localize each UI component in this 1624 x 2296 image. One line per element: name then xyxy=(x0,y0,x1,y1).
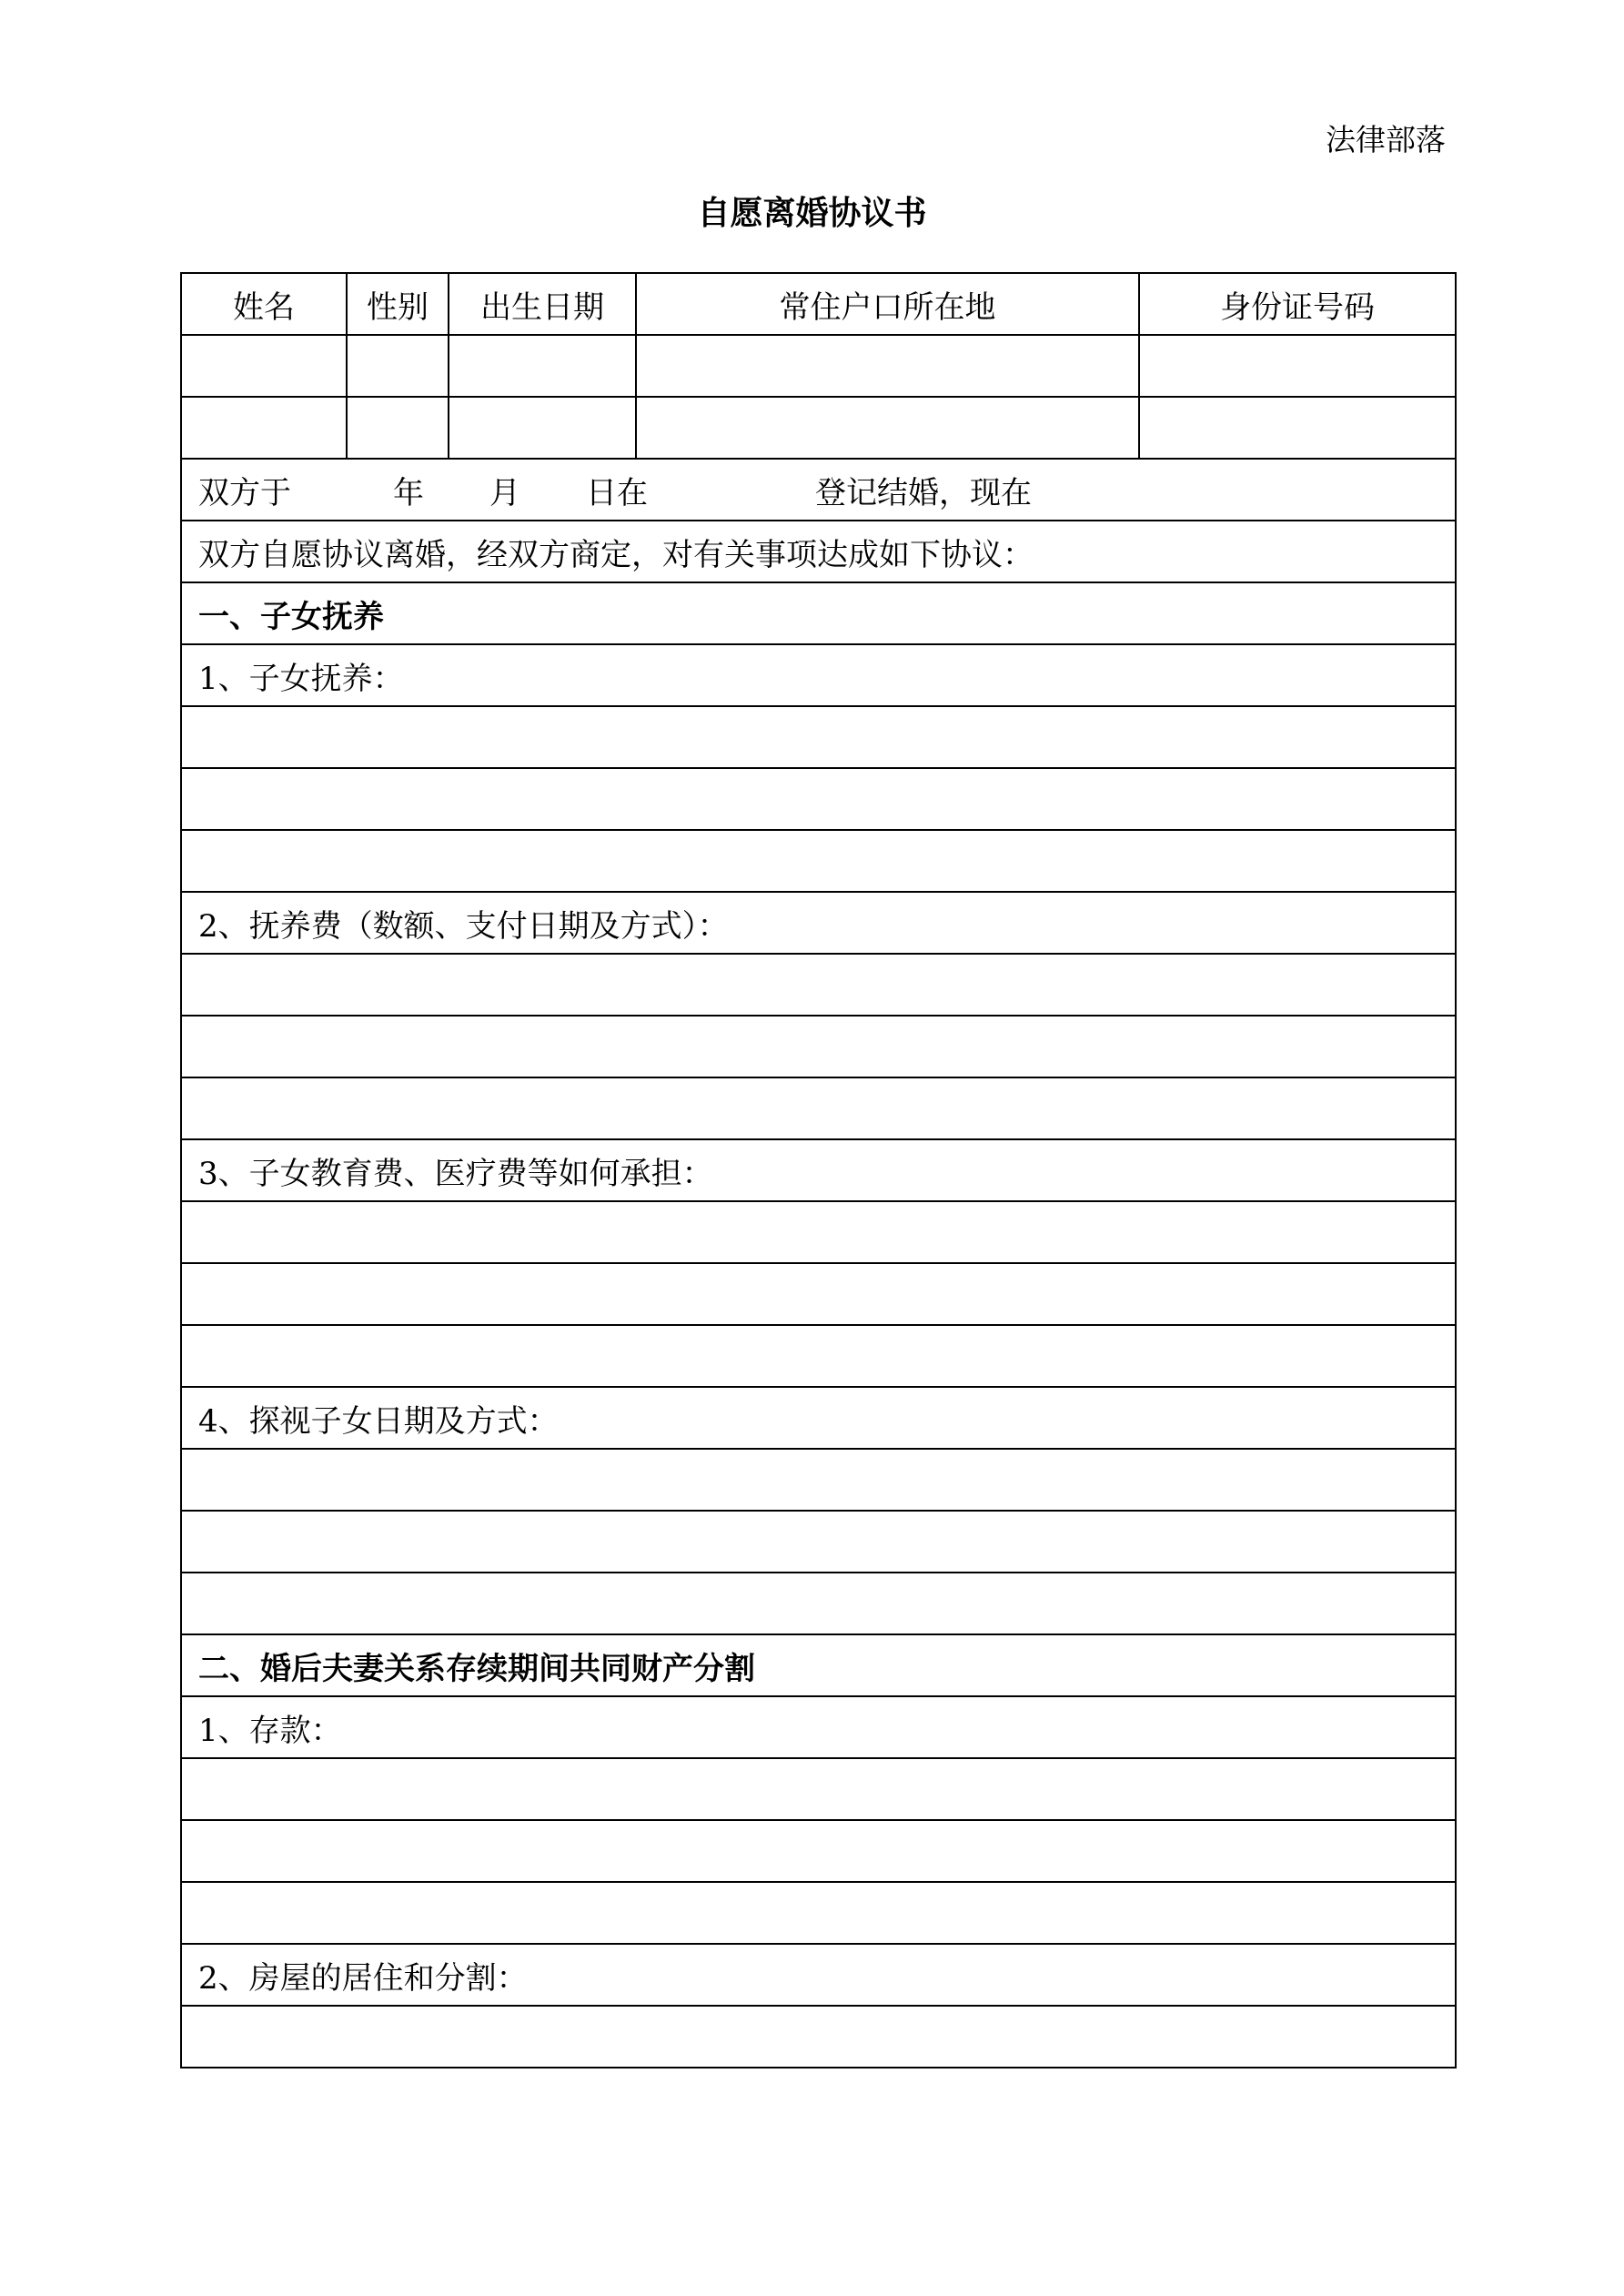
registration-prefix: 双方于 xyxy=(198,474,291,511)
blank-entry-row xyxy=(181,1325,1456,1387)
section-heading-row xyxy=(181,1634,1456,1696)
party1-birthdate-field[interactable] xyxy=(449,335,636,397)
column-header-residence: 常住户口所在地 xyxy=(636,273,1139,335)
child-support-line-3[interactable] xyxy=(181,1077,1456,1139)
item-label-row xyxy=(181,1944,1456,2006)
savings-line-2[interactable] xyxy=(181,1820,1456,1882)
blank-entry-row xyxy=(181,1758,1456,1820)
party2-gender-field[interactable] xyxy=(347,397,449,459)
child-custody-line-3[interactable] xyxy=(181,830,1456,892)
education-medical-line-2[interactable] xyxy=(181,1263,1456,1325)
blank-entry-row xyxy=(181,954,1456,1016)
visitation-line-3[interactable] xyxy=(181,1573,1456,1634)
party1-gender-field[interactable] xyxy=(347,335,449,397)
housing-line-1[interactable] xyxy=(181,2006,1456,2068)
party2-id-field[interactable] xyxy=(1139,397,1456,459)
section1-heading: 一、子女抚养 xyxy=(181,582,1456,644)
party-row-2 xyxy=(181,397,1456,459)
column-header-gender: 性别 xyxy=(347,273,449,335)
party1-id-field[interactable] xyxy=(1139,335,1456,397)
item-visitation-label: 4、探视子女日期及方式： xyxy=(181,1387,1456,1449)
item-savings-label: 1、存款： xyxy=(181,1696,1456,1758)
blank-entry-row xyxy=(181,1263,1456,1325)
document-title: 自愿离婚协议书 xyxy=(697,195,927,232)
section2-heading: 二、婚后夫妻关系存续期间共同财产分割 xyxy=(181,1634,1456,1696)
item-label-row xyxy=(181,644,1456,706)
party2-residence-field[interactable] xyxy=(636,397,1139,459)
statement-row xyxy=(181,521,1456,582)
blank-entry-row xyxy=(181,1016,1456,1077)
blank-entry-row xyxy=(181,768,1456,830)
blank-entry-row xyxy=(181,1077,1456,1139)
brand-label: 法律部落 xyxy=(1326,122,1446,157)
item-child-support-label: 2、抚养费（数额、支付日期及方式）： xyxy=(181,892,1456,954)
registration-married-label: 登记结婚，现在 xyxy=(815,474,1032,511)
item-label-row xyxy=(181,1387,1456,1449)
item-label-row xyxy=(181,892,1456,954)
blank-entry-row xyxy=(181,1882,1456,1944)
visitation-line-1[interactable] xyxy=(181,1449,1456,1511)
registration-day-label: 日在 xyxy=(586,474,648,511)
registration-line[interactable] xyxy=(181,459,1456,521)
blank-entry-row xyxy=(181,1449,1456,1511)
child-custody-line-2[interactable] xyxy=(181,768,1456,830)
education-medical-line-3[interactable] xyxy=(181,1325,1456,1387)
blank-entry-row xyxy=(181,830,1456,892)
visitation-line-2[interactable] xyxy=(181,1511,1456,1573)
registration-row xyxy=(181,459,1456,521)
agreement-statement: 双方自愿协议离婚，经双方商定，对有关事项达成如下协议： xyxy=(181,521,1456,582)
registration-year-label: 年 xyxy=(393,474,424,511)
agreement-form-table xyxy=(180,272,1457,2068)
header-row xyxy=(181,273,1456,335)
child-support-line-2[interactable] xyxy=(181,1016,1456,1077)
education-medical-line-1[interactable] xyxy=(181,1201,1456,1263)
item-education-medical-label: 3、子女教育费、医疗费等如何承担： xyxy=(181,1139,1456,1201)
column-header-birthdate: 出生日期 xyxy=(449,273,636,335)
party1-name-field[interactable] xyxy=(181,335,347,397)
item-label-row xyxy=(181,1696,1456,1758)
item-housing-label: 2、房屋的居住和分割： xyxy=(181,1944,1456,2006)
column-header-name: 姓名 xyxy=(181,273,347,335)
party1-residence-field[interactable] xyxy=(636,335,1139,397)
section-heading-row xyxy=(181,582,1456,644)
blank-entry-row xyxy=(181,1573,1456,1634)
party2-name-field[interactable] xyxy=(181,397,347,459)
blank-entry-row xyxy=(181,2006,1456,2068)
party-row-1 xyxy=(181,335,1456,397)
child-custody-line-1[interactable] xyxy=(181,706,1456,768)
registration-month-label: 月 xyxy=(489,474,520,511)
blank-entry-row xyxy=(181,1511,1456,1573)
column-header-id-number: 身份证号码 xyxy=(1139,273,1456,335)
item-child-custody-label: 1、子女抚养： xyxy=(181,644,1456,706)
savings-line-3[interactable] xyxy=(181,1882,1456,1944)
blank-entry-row xyxy=(181,1820,1456,1882)
savings-line-1[interactable] xyxy=(181,1758,1456,1820)
blank-entry-row xyxy=(181,1201,1456,1263)
blank-entry-row xyxy=(181,706,1456,768)
item-label-row xyxy=(181,1139,1456,1201)
party2-birthdate-field[interactable] xyxy=(449,397,636,459)
child-support-line-1[interactable] xyxy=(181,954,1456,1016)
